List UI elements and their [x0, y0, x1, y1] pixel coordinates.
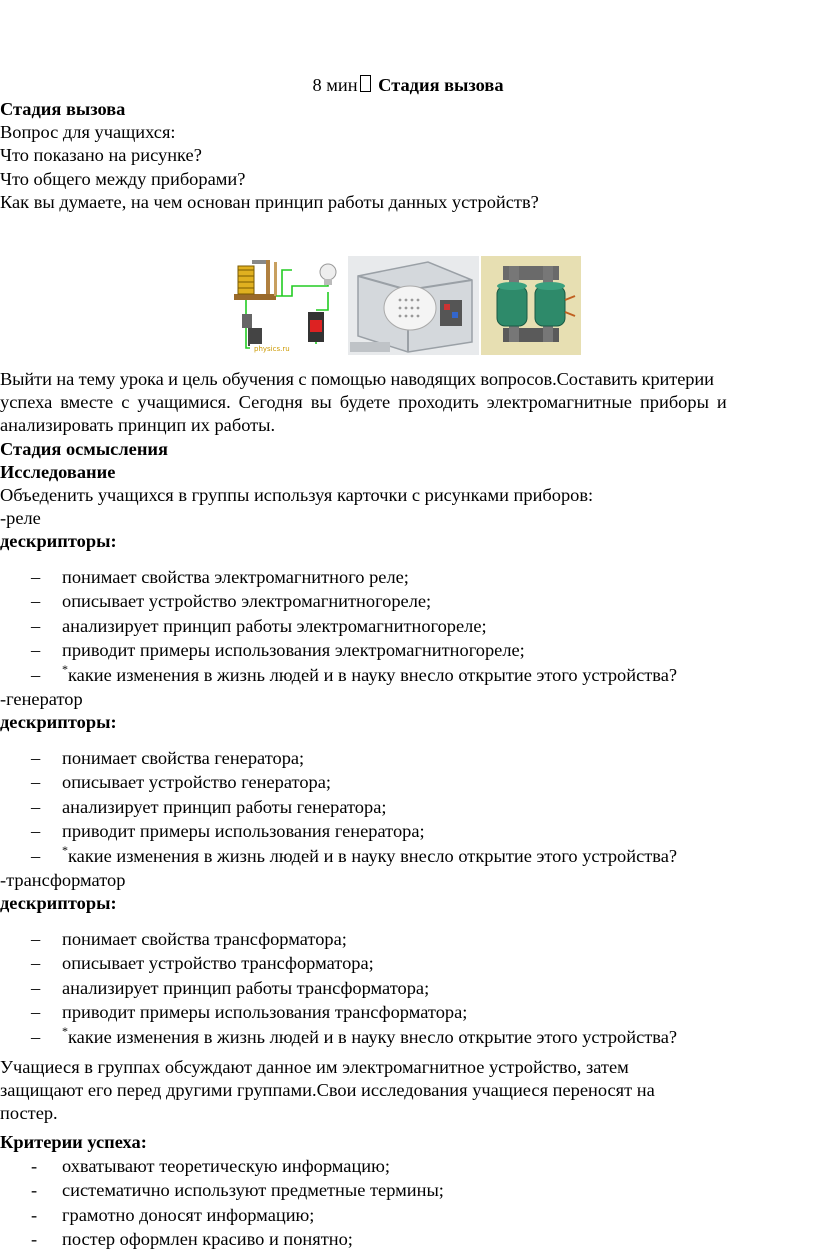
- list-item: – приводит примеры использования генератора;: [31, 821, 425, 842]
- list-item: – понимает свойства генератора;: [31, 748, 305, 768]
- header-stage: Стадия вызова: [378, 75, 504, 95]
- list-item: – описывает устройство генератора;: [31, 772, 332, 793]
- generator-image: [348, 256, 479, 355]
- list-item: - постер оформлен красиво и понятно;: [31, 1229, 353, 1250]
- relay-caption: physics.ru: [254, 345, 290, 353]
- intro-line: Вопрос для учащихся:: [0, 122, 176, 143]
- list-item: - охватывают теоретическую информацию;: [31, 1156, 390, 1176]
- device-relay-name-block: [0, 507, 816, 553]
- device-name: -трансформатор: [0, 870, 126, 890]
- criteria-list: [0, 1155, 816, 1253]
- paragraph-line: Учащиеся в группах обсуждают данное им электромагнитное устройство, затем: [0, 1057, 629, 1077]
- device-name: -реле: [0, 508, 41, 528]
- device-transformer-name-block: [0, 869, 816, 915]
- list-item: – описывает устройство электромагнитногореле;: [31, 591, 432, 612]
- transformer-model-icon: [481, 256, 581, 355]
- paragraph-line: анализировать принцип их работы.: [0, 415, 276, 436]
- transformer-descriptor-list: [0, 928, 816, 1050]
- intro-block: [0, 98, 816, 214]
- criteria-heading: Критерии успеха:: [0, 1132, 147, 1152]
- list-item: – *какие изменения в жизнь людей и в науку внесло открытие этого устройства?: [31, 1023, 678, 1047]
- descriptor-heading: дескрипторы:: [0, 712, 117, 733]
- list-item: – анализирует принцип работы трансформатора;: [31, 977, 430, 998]
- paragraph-line: успеха вместе с учащимися. Сегодня вы будете проходить электромагнитные приборы и: [0, 392, 727, 413]
- list-item: – описывает устройство трансформатора;: [31, 953, 374, 974]
- device-generator-name-block: [0, 688, 816, 734]
- paragraph-line: постер.: [0, 1103, 58, 1124]
- intro-line: Что показано на рисунке?: [0, 145, 202, 166]
- relay-diagram-icon: [232, 256, 346, 355]
- device-name: -генератор: [0, 689, 83, 709]
- list-item: – *какие изменения в жизнь людей и в науку внесло открытие этого устройства?: [31, 842, 678, 866]
- list-item: – приводит примеры использования трансформатора;: [31, 1002, 468, 1023]
- section-heading: Стадия осмысления: [0, 438, 168, 459]
- list-item: – анализирует принцип работы электромагнитногореле;: [31, 615, 487, 636]
- intro-line: Что общего между приборами?: [0, 168, 246, 189]
- paragraph-groups: [0, 1056, 816, 1126]
- group-intro: Объеденить учащихся в группы используя карточки с рисунками приборов:: [0, 485, 594, 506]
- descriptor-heading: дескрипторы:: [0, 531, 117, 552]
- header-time: 8 мин: [312, 75, 358, 95]
- list-item: – анализирует принцип работы генератора;: [31, 796, 387, 817]
- list-item: - грамотно доносят информацию;: [31, 1204, 315, 1225]
- list-item: – приводит примеры использования электромагнитногореле;: [31, 640, 525, 661]
- list-item: – понимает свойства электромагнитного реле;: [31, 567, 409, 587]
- descriptor-heading: дескрипторы:: [0, 893, 117, 914]
- paragraph-goal: [0, 368, 816, 507]
- lesson-header: [0, 74, 816, 97]
- intro-heading: Стадия вызова: [0, 99, 126, 119]
- relay-image: [232, 256, 346, 355]
- section-subheading: Исследование: [0, 461, 116, 482]
- relay-descriptor-list: [0, 566, 816, 688]
- missing-glyph-box: [360, 75, 371, 92]
- transformer-image: [481, 256, 581, 355]
- generator-photo-icon: [348, 256, 479, 355]
- list-item: – понимает свойства трансформатора;: [31, 929, 347, 949]
- paragraph-line: Выйти на тему урока и цель обучения с помощью наводящих вопросов.Составить критерии: [0, 369, 714, 389]
- intro-line: Как вы думаете, на чем основан принцип работы данных устройств?: [0, 191, 539, 212]
- generator-descriptor-list: [0, 747, 816, 869]
- list-item: – *какие изменения в жизнь людей и в науку внесло открытие этого устройства?: [31, 661, 678, 685]
- criteria-heading-block: [0, 1131, 816, 1154]
- list-item: - систематично используют предметные термины;: [31, 1180, 444, 1201]
- paragraph-line: защищают его перед другими группами.Свои исследования учащиеся переносят на: [0, 1080, 655, 1101]
